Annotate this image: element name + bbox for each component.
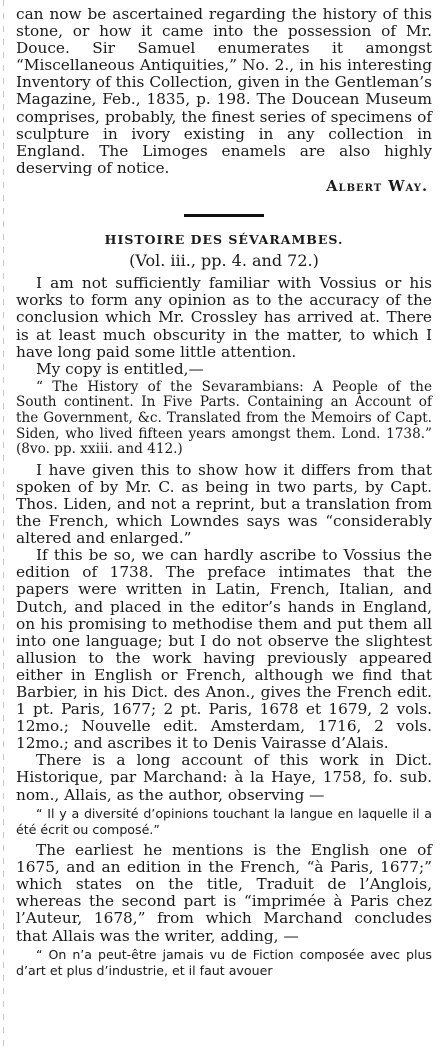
- paragraph-4: If this be so, we can hardly ascribe to Vossius the edition of 1738. The preface intimates that the papers were written in Latin, French, Italian, and Dutch, and placed in the editor’s hands in England, on his promising to methodise them and put them all into one language; but I do not observe the slightest allusion to the work having previously appeared either in English or French, although we find that Barbier, in his Dict. des Anon., gives the French edit. 1 pt. Paris, 1677; 2 pt. Paris, 1678 et 1679, 2 vols. 12mo.; Nouvelle edit. Amsterdam, 1716, 2 vols. 12mo.; and ascribes it to Denis Vairasse d’Alais.: [16, 546, 432, 753]
- quotation-2: “ Il y a diversité d’opinions touchant la langue en laquelle il a été écrit ou composé.”: [16, 805, 432, 837]
- continuation-paragraph: can now be ascertained regarding the history of this stone, or how it came into the possession of Mr. Douce. Sir Samuel enumerates it amongst “Miscellaneous Antiquities,” No. 2., in his interesting Inventory of this Collection, given in the Gentleman’s Magazine, Feb., 1835, p. 198. The Doucean Museum comprises, probably, the finest series of specimens of sculpture in ivory existing in any collection in England. The Limoges enamels are also highly deserving of notice.: [16, 5, 432, 177]
- signature: Albert Way.: [326, 177, 428, 195]
- article-reference: (Vol. iii., pp. 4. and 72.): [129, 251, 319, 271]
- paragraph-2: My copy is entitled,—: [36, 359, 204, 378]
- quotation-1: “ The History of the Sevarambians: A People of the South continent. In Five Parts. Containing an Account of the Government, &c. Translated from the Memoirs of Capt. Siden, who lived fifteen years amongst them. Lond. 1738.” (8vo. pp. xxiii. and 412.): [16, 378, 432, 458]
- section-divider: [184, 214, 264, 217]
- paragraph-1: I am not sufficiently familiar with Vossius or his works to form any opinion as to the accuracy of the conclusion which Mr. Crossley has arrived at. There is at least much obscurity in the matter, to which I have long paid some little attention.: [16, 274, 432, 361]
- quotation-3: “ On n’a peut-être jamais vu de Fiction composée avec plus d’art et plus d’industrie, et il faut avouer: [16, 946, 432, 978]
- article-title: HISTOIRE DES SÉVARAMBES.: [104, 232, 344, 248]
- page-gutter-line: [3, 0, 4, 1052]
- paragraph-3: I have given this to show how it differs from that spoken of by Mr. C. as being in two parts, by Capt. Thos. Liden, and not a reprint, but a translation from the French, which Lowndes says was “considerably altered and enlarged.”: [16, 460, 432, 548]
- paragraph-5: There is a long account of this work in Dict. Historique, par Marchand: à la Haye, 1758, fo. sub. nom., Allais, as the author, observing —: [16, 751, 432, 804]
- paragraph-6: The earliest he mentions is the English one of 1675, and an edition in the French, “à Paris, 1677;” which states on the title, Traduit de l’Anglois, whereas the second part is “imprimée à Paris chez l’Auteur, 1678,” from which Marchand concludes that Allais was the writer, adding, —: [16, 841, 432, 945]
